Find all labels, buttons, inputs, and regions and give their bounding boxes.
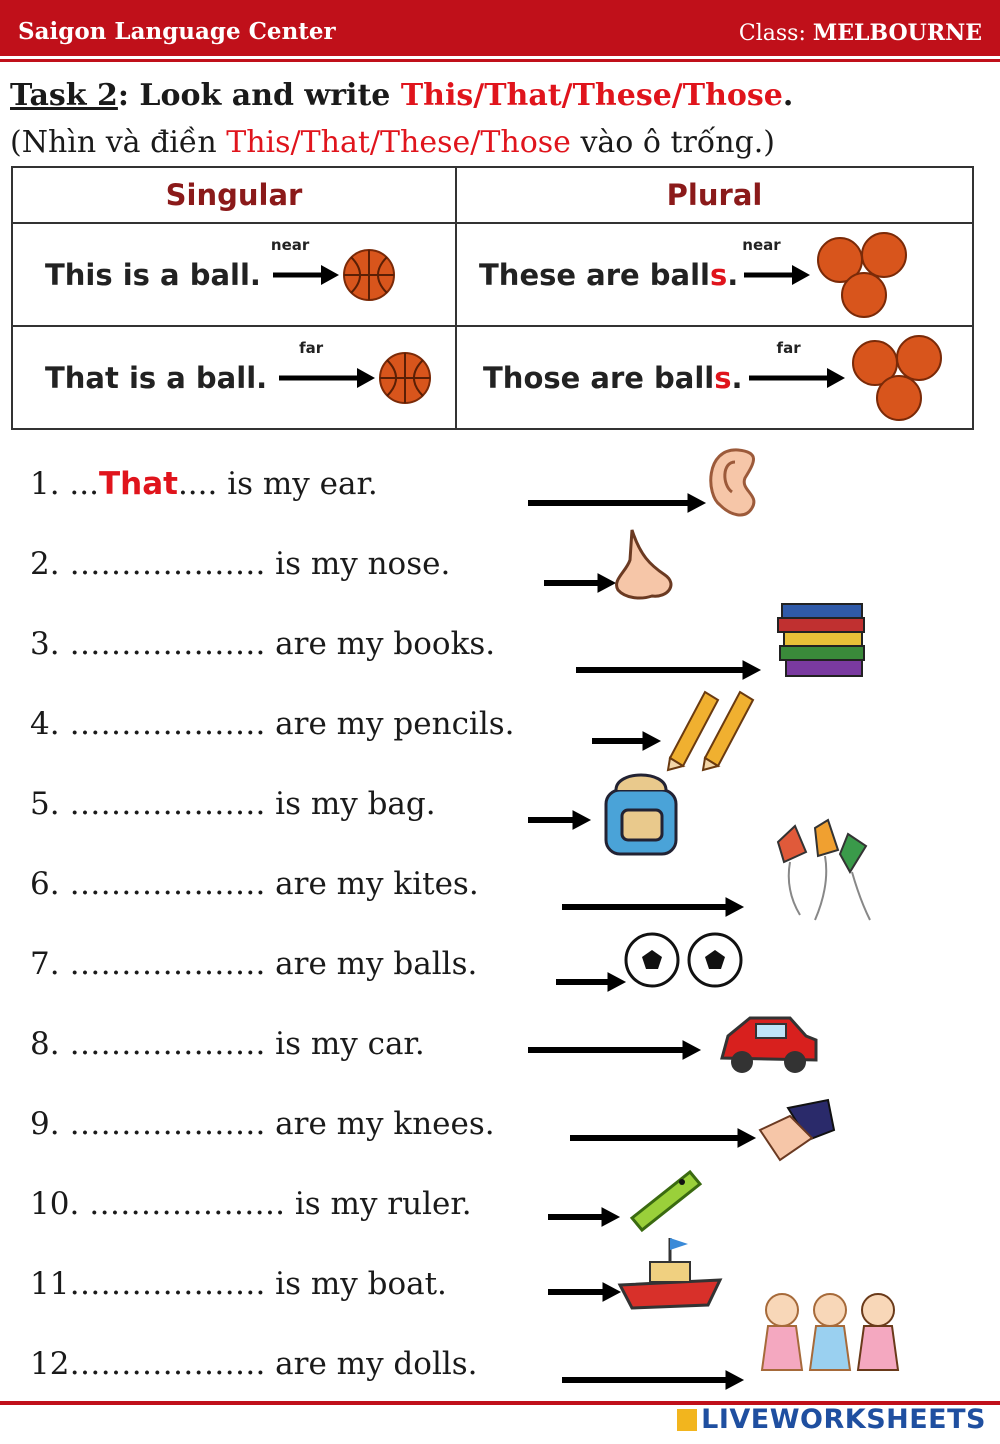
task-title-end: . (782, 78, 794, 113)
answer-blank[interactable]: ………………. (69, 1026, 266, 1062)
answer-blank[interactable]: ………………. (69, 1346, 266, 1382)
pencils-icon (668, 692, 753, 770)
singular-near-text: This is a ball. (45, 257, 261, 292)
nose-icon (617, 530, 671, 598)
header-plural: Plural (456, 167, 973, 223)
plural-far-s: s (714, 360, 732, 395)
arrow-icon (562, 898, 743, 916)
exercise-prefix: 5. (30, 786, 70, 822)
plural-far-text: Those are ball (483, 360, 715, 395)
arrow-icon (528, 494, 705, 512)
backpack-icon (606, 775, 676, 854)
exercise-prefix: 2. (30, 546, 70, 582)
plural-far-end: . (731, 360, 743, 395)
exercise-text: are my pencils. (265, 706, 515, 742)
logo-icon (677, 1409, 697, 1431)
class-label: Class: (738, 21, 806, 46)
answer-blank[interactable]: ………………. (69, 546, 266, 582)
answer-blank[interactable]: ………………. (69, 706, 266, 742)
logo-text: LIVEWORKSHEETS (701, 1404, 986, 1435)
exercise-prefix: 1. ... (30, 466, 99, 502)
far-tag: far (299, 338, 324, 357)
near-tag: near (742, 235, 781, 254)
arrow-icon (556, 973, 625, 991)
singular-far-text: That is a ball. (45, 360, 268, 395)
exercise-prefix: 6. (30, 866, 70, 902)
arrow-icon (528, 1041, 700, 1059)
liveworksheets-logo (677, 1404, 986, 1435)
exercise-text: is my ruler. (285, 1186, 472, 1222)
center-name: Saigon Language Center (18, 18, 336, 45)
answer-field[interactable]: That (99, 466, 178, 502)
answer-blank[interactable]: ………………. (89, 1186, 286, 1222)
near-tag: near (270, 235, 310, 254)
exercise-prefix: 4. (30, 706, 70, 742)
arrow-icon (562, 1371, 743, 1389)
subtitle-keywords: This/That/These/Those (226, 125, 571, 160)
exercise-prefix: 10. (30, 1186, 90, 1222)
ruler-icon (632, 1172, 700, 1230)
task-number: Task 2 (10, 78, 118, 113)
exercise-text: is my car. (265, 1026, 425, 1062)
exercise-text: are my kites. (265, 866, 479, 902)
class-value: MELBOURNE (812, 20, 982, 46)
exercise-prefix: 3. (30, 626, 70, 662)
answer-blank[interactable]: ………………. (69, 1266, 266, 1302)
soccer-balls-icon (626, 934, 741, 986)
plural-near-text: These are ball (479, 257, 710, 292)
books-icon (778, 604, 864, 676)
car-icon (722, 1018, 816, 1073)
arrow-icon (528, 811, 590, 829)
arrow-icon (592, 732, 660, 750)
plural-near-end: . (727, 257, 739, 292)
dolls-icon (762, 1294, 898, 1370)
exercise-prefix: 12 (30, 1346, 70, 1382)
answer-blank[interactable]: ………………. (69, 1106, 266, 1142)
ear-icon (711, 450, 754, 515)
blank-dots: .... (177, 466, 218, 502)
exercise-prefix: 11 (30, 1266, 70, 1302)
boat-icon (620, 1238, 720, 1308)
arrow-icon (548, 1283, 620, 1301)
task-title-keywords: This/That/These/Those (400, 78, 783, 113)
exercise-prefix: 9. (30, 1106, 70, 1142)
exercise-text: is my bag. (265, 786, 436, 822)
subtitle-end: vào ô trống.) (570, 125, 776, 160)
far-tag: far (776, 338, 801, 357)
exercise-text: is my nose. (265, 546, 451, 582)
kites-icon (778, 820, 870, 920)
exercise-prefix: 7. (30, 946, 70, 982)
knees-icon (760, 1100, 834, 1160)
subtitle-start: (Nhìn và điền (10, 125, 227, 160)
answer-blank[interactable]: ………………. (69, 946, 266, 982)
exercise-text: are my books. (265, 626, 496, 662)
exercise-prefix: 8. (30, 1026, 70, 1062)
answer-blank[interactable]: ………………. (69, 626, 266, 662)
exercise-text: is my ear. (217, 466, 378, 502)
plural-near-s: s (709, 257, 728, 292)
task-title-text: : Look and write (117, 78, 401, 113)
exercise-text: are my dolls. (265, 1346, 478, 1382)
exercise-text: are my balls. (265, 946, 478, 982)
arrow-icon (548, 1208, 619, 1226)
answer-blank[interactable]: ………………. (69, 786, 266, 822)
answer-blank[interactable]: ………………. (69, 866, 266, 902)
header-singular: Singular (12, 167, 456, 223)
exercise-text: is my boat. (265, 1266, 447, 1302)
exercise-text: are my knees. (265, 1106, 495, 1142)
arrow-icon (544, 574, 615, 592)
arrow-icon (576, 661, 760, 679)
arrow-icon (570, 1129, 755, 1147)
